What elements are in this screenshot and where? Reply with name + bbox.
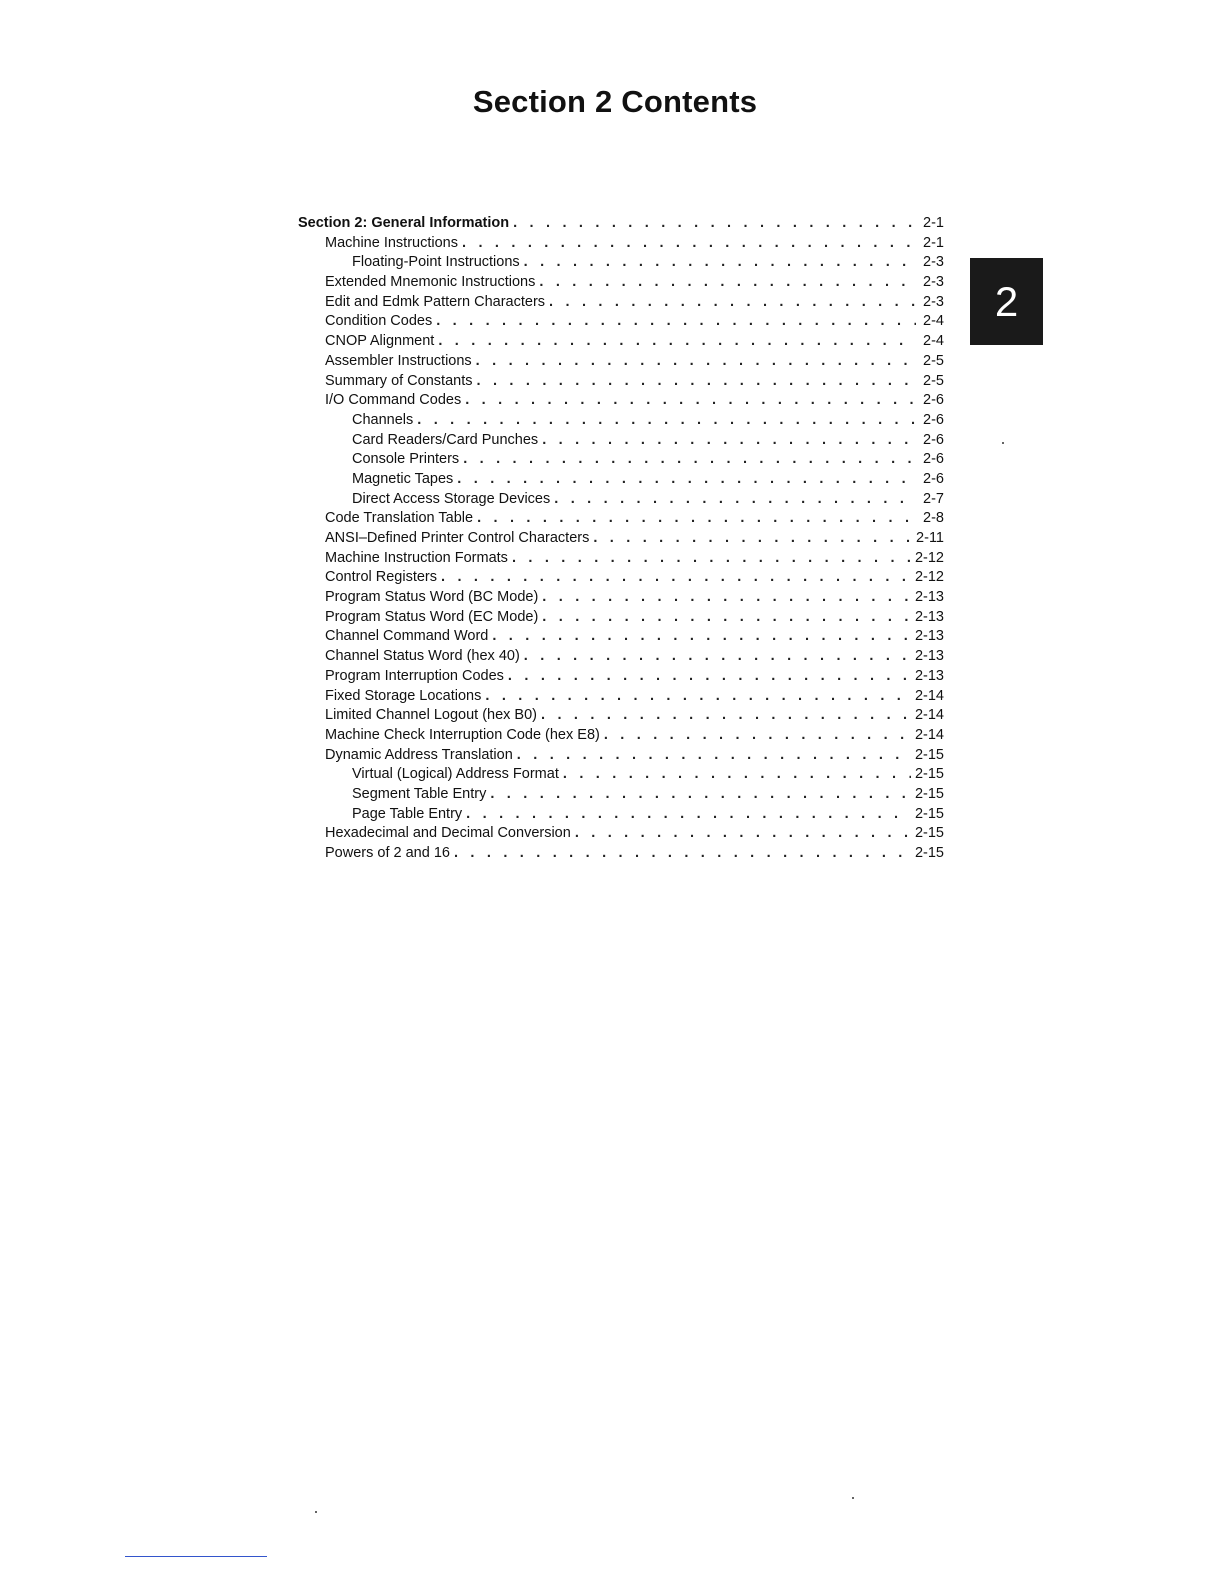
- dot-leader: [513, 214, 916, 234]
- toc-entry: [298, 765, 944, 785]
- toc-entry: [298, 509, 944, 529]
- toc-entry-page: 2-12: [914, 549, 944, 566]
- toc-entry-title: Dynamic Address Translation: [325, 746, 513, 763]
- toc-entry-title: Edit and Edmk Pattern Characters: [325, 293, 546, 310]
- toc-entry-title: Magnetic Tapes: [352, 470, 454, 487]
- toc-entry: [298, 627, 944, 647]
- toc-entry-title: Section 2: General Information: [298, 215, 510, 231]
- dot-leader: [485, 687, 911, 707]
- toc-entry-title: Program Status Word (EC Mode): [325, 608, 539, 625]
- toc-entry: [298, 372, 944, 392]
- toc-entry-title: ANSI–Defined Printer Control Characters: [325, 530, 590, 546]
- toc-entry: [298, 706, 944, 726]
- toc-entry: [298, 273, 944, 293]
- footer-rule: [125, 1556, 267, 1557]
- dot-leader: [542, 588, 911, 608]
- toc-entry-title: Machine Check Interruption Code (hex E8): [325, 726, 600, 743]
- toc-entry-title: Limited Channel Logout (hex B0): [325, 707, 537, 724]
- toc-entry: [298, 824, 944, 844]
- dot-leader: [593, 529, 912, 549]
- toc-entry: [298, 450, 944, 470]
- toc-entry: [298, 608, 944, 628]
- toc-entry-page: 2-4: [923, 313, 944, 330]
- dot-leader: [454, 844, 911, 864]
- toc-entry-page: 2-14: [914, 726, 944, 743]
- dot-leader: [524, 253, 916, 273]
- dot-leader: [575, 824, 911, 844]
- toc-entry-page: 2-3: [923, 274, 944, 291]
- toc-entry-page: 2-11: [916, 530, 944, 546]
- dot-leader: [541, 706, 911, 726]
- toc-entry-title: Floating-Point Instructions: [352, 254, 520, 271]
- dot-leader: [492, 627, 911, 647]
- toc-entry-page: 2-13: [914, 589, 944, 606]
- toc-entry: [298, 529, 944, 549]
- toc-entry-title: I/O Command Codes: [325, 392, 462, 409]
- toc-entry-title: Condition Codes: [325, 313, 433, 330]
- toc-entry-page: 2-1: [923, 234, 944, 251]
- toc-entry: [298, 234, 944, 254]
- toc-entry-page: 2-15: [914, 785, 944, 802]
- toc-entry-page: 2-5: [923, 352, 944, 369]
- toc-entry-page: 2-15: [914, 825, 944, 842]
- toc-entry-title: Program Status Word (BC Mode): [325, 589, 539, 606]
- toc-entry-page: 2-1: [923, 215, 944, 231]
- toc-entry-title: Page Table Entry: [352, 805, 463, 822]
- toc-entry-title: Powers of 2 and 16: [325, 845, 450, 861]
- section-tab: 2: [970, 258, 1043, 345]
- toc-entry-title: Virtual (Logical) Address Format: [352, 766, 559, 783]
- dot-leader: [417, 411, 916, 431]
- dot-leader: [508, 667, 911, 687]
- toc-entry-page: 2-14: [914, 687, 944, 704]
- dot-leader: [542, 431, 916, 451]
- toc-entry-page: 2-12: [914, 569, 944, 586]
- toc-entry-page: 2-6: [923, 451, 944, 468]
- dot-leader: [524, 647, 911, 667]
- toc-entry-page: 2-4: [923, 333, 944, 350]
- toc-entry-page: 2-13: [914, 667, 944, 684]
- toc-entry-page: 2-7: [923, 490, 944, 507]
- toc-entry: [298, 214, 944, 234]
- dot-leader: [539, 273, 916, 293]
- dot-leader: [441, 568, 911, 588]
- toc-entry: [298, 805, 944, 825]
- toc-entry: [298, 549, 944, 569]
- dot-leader: [512, 549, 911, 569]
- toc-entry-title: CNOP Alignment: [325, 333, 435, 350]
- toc-entry-page: 2-6: [923, 411, 944, 428]
- dot-leader: [542, 608, 911, 628]
- toc-entry-title: Code Translation Table: [325, 510, 474, 527]
- toc-entry-title: Segment Table Entry: [352, 785, 487, 802]
- toc-entry-title: Channel Command Word: [325, 628, 489, 645]
- page-title: Section 2 Contents: [472, 84, 758, 119]
- toc-entry: [298, 588, 944, 608]
- toc-entry-title: Machine Instruction Formats: [325, 549, 508, 566]
- dot-leader: [517, 746, 911, 766]
- toc-entry: [298, 332, 944, 352]
- toc-entry-page: 2-13: [914, 608, 944, 625]
- toc-entry: [298, 293, 944, 313]
- toc-entry-page: 2-6: [923, 431, 944, 448]
- dot-leader: [476, 372, 916, 392]
- toc-entry-title: Channel Status Word (hex 40): [325, 648, 520, 665]
- toc-entry: [298, 667, 944, 687]
- toc-entry-page: 2-6: [923, 470, 944, 487]
- toc-entry: [298, 253, 944, 273]
- dot-leader: [436, 312, 916, 332]
- toc-entry: [298, 470, 944, 490]
- toc-entry-title: Control Registers: [325, 569, 438, 586]
- toc-entry-page: 2-15: [914, 805, 944, 822]
- toc-entry-title: Hexadecimal and Decimal Conversion: [325, 825, 571, 842]
- toc-entry-title: Channels: [352, 411, 414, 428]
- toc-entry: [298, 746, 944, 766]
- toc-entry: [298, 312, 944, 332]
- toc-entry: [298, 431, 944, 451]
- toc-entry: [298, 844, 944, 864]
- dot-leader: [476, 352, 916, 372]
- dot-leader: [549, 293, 916, 313]
- toc-entry: [298, 647, 944, 667]
- toc-entry-title: Card Readers/Card Punches: [352, 431, 539, 448]
- toc-entry-page: 2-15: [914, 746, 944, 763]
- scan-speck: [852, 1497, 854, 1499]
- dot-leader: [457, 470, 916, 490]
- toc-entry: [298, 687, 944, 707]
- toc-entry-page: 2-14: [914, 707, 944, 724]
- toc-entry-page: 2-13: [914, 628, 944, 645]
- toc-entry: [298, 726, 944, 746]
- toc-entry-title: Fixed Storage Locations: [325, 687, 482, 704]
- toc-entry-page: 2-15: [914, 766, 944, 783]
- dot-leader: [554, 490, 916, 510]
- toc-entry-title: Machine Instructions: [325, 234, 458, 251]
- toc-entry-page: 2-3: [923, 254, 944, 271]
- toc-entry: [298, 490, 944, 510]
- toc-entry-title: Assembler Instructions: [325, 352, 472, 369]
- toc-entry-page: 2-13: [914, 648, 944, 665]
- dot-leader: [604, 726, 911, 746]
- toc-entry-page: 2-5: [923, 372, 944, 389]
- toc-entry: [298, 568, 944, 588]
- scan-speck: [1002, 442, 1004, 444]
- toc-entry-title: Extended Mnemonic Instructions: [325, 274, 536, 291]
- dot-leader: [438, 332, 916, 352]
- dot-leader: [466, 805, 911, 825]
- scan-speck: [315, 1511, 317, 1513]
- dot-leader: [563, 765, 911, 785]
- toc-entry-page: 2-6: [923, 392, 944, 409]
- dot-leader: [462, 234, 916, 254]
- toc-entry-title: Direct Access Storage Devices: [352, 490, 551, 507]
- toc-entry: [298, 391, 944, 411]
- toc-entry: [298, 785, 944, 805]
- toc-entry: [298, 352, 944, 372]
- dot-leader: [477, 509, 916, 529]
- dot-leader: [463, 450, 916, 470]
- toc-entry-title: Program Interruption Codes: [325, 667, 504, 684]
- toc-entry-page: 2-15: [914, 845, 944, 861]
- toc-entry-title: Console Printers: [352, 451, 460, 468]
- toc-entry-page: 2-8: [923, 510, 944, 527]
- dot-leader: [490, 785, 911, 805]
- table-of-contents: [298, 214, 944, 864]
- dot-leader: [465, 391, 916, 411]
- toc-entry: [298, 411, 944, 431]
- toc-entry-page: 2-3: [923, 293, 944, 310]
- toc-entry-title: Summary of Constants: [325, 372, 473, 389]
